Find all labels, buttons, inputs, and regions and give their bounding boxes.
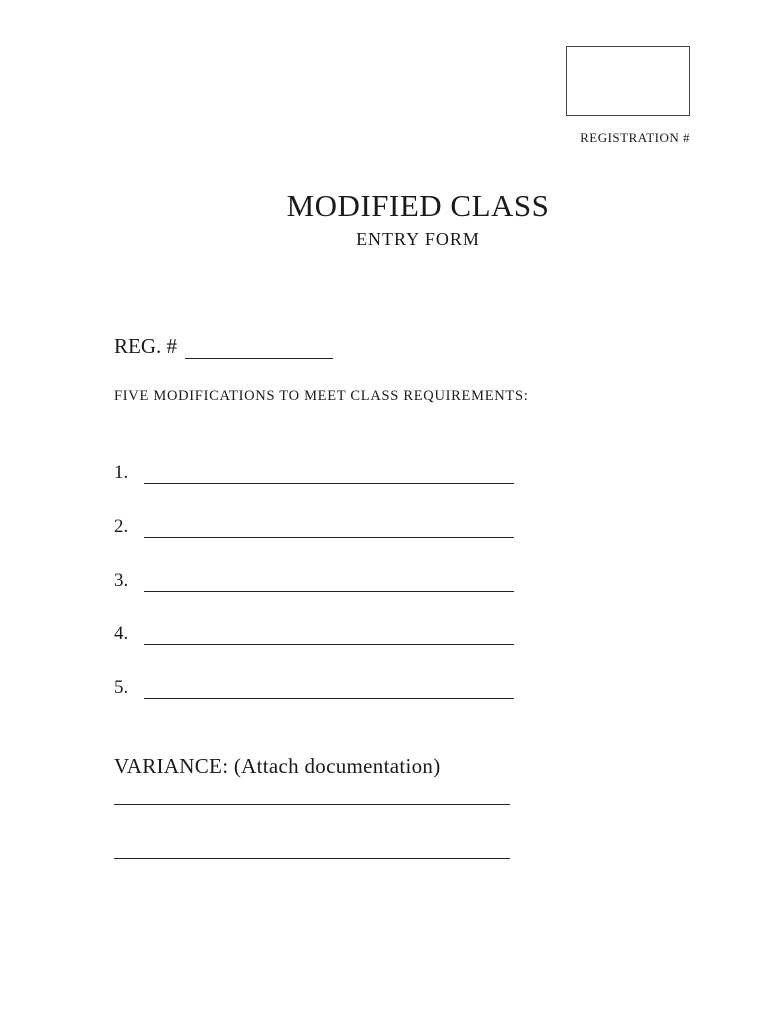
variance-heading: VARIANCE: (Attach documentation) <box>114 754 441 778</box>
modification-input-line-3[interactable] <box>144 575 514 592</box>
reg-number-input-line[interactable] <box>185 338 333 359</box>
modification-item-2 <box>114 516 518 538</box>
registration-number-label: REGISTRATION # <box>580 130 690 145</box>
modification-item-4 <box>114 623 518 645</box>
registration-number-box[interactable] <box>566 46 690 116</box>
variance-input-line-2[interactable] <box>114 858 510 859</box>
reg-number-label: REG. # <box>114 334 177 358</box>
modification-item-1 <box>114 462 518 484</box>
modification-input-line-4[interactable] <box>144 628 514 645</box>
modification-number: 5. <box>114 677 129 698</box>
modification-number: 4. <box>114 623 129 644</box>
modification-number: 1. <box>114 462 129 483</box>
modifications-heading: FIVE MODIFICATIONS TO MEET CLASS REQUIREMENTS: <box>114 388 529 404</box>
modification-item-3 <box>114 570 518 592</box>
variance-input-line-1[interactable] <box>114 804 510 805</box>
modification-input-line-2[interactable] <box>144 521 514 538</box>
modification-input-line-5[interactable] <box>144 682 514 699</box>
reg-number-field <box>114 334 333 359</box>
modification-number: 3. <box>114 570 129 591</box>
modification-number: 2. <box>114 516 129 537</box>
form-title: MODIFIED CLASS <box>286 188 550 223</box>
modification-input-line-1[interactable] <box>144 467 514 484</box>
form-subtitle: ENTRY FORM <box>356 229 480 249</box>
modification-item-5 <box>114 677 518 699</box>
